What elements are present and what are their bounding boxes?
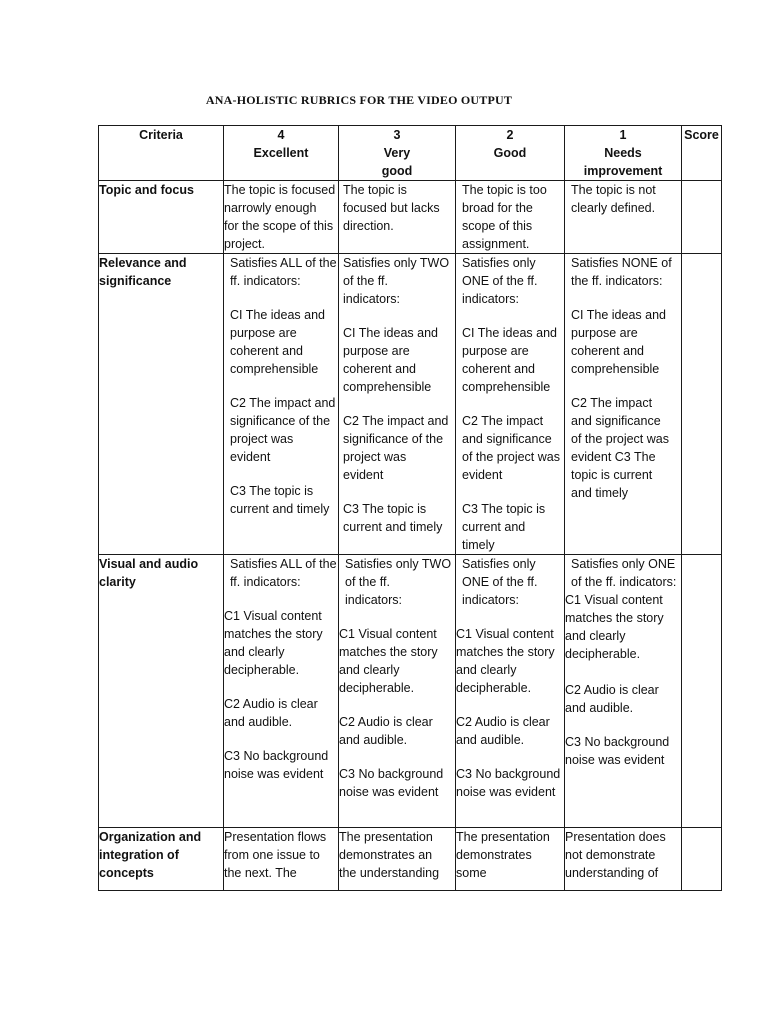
rating-cell-very-good: The topic is focused but lacks direction. (339, 181, 456, 254)
header-excellent: 4 Excellent (224, 126, 339, 181)
header-criteria: Criteria (99, 126, 224, 181)
score-cell (682, 181, 722, 254)
score-cell (682, 828, 722, 891)
table-row (99, 828, 722, 891)
rating-cell-needs-improvement: Satisfies NONE of the ff. indicators: CI The ideas and purpose are coherent and comprehensible C2 The impact and significance of the project was evident C3 The topic is current and timely (565, 254, 682, 555)
rating-cell-good: The topic is too broad for the scope of this assignment. (456, 181, 565, 254)
score-cell (682, 254, 722, 555)
header-row (99, 126, 722, 181)
rating-cell-very-good: Satisfies only TWO of the ff. indicators: CI The ideas and purpose are coherent and comprehensible C2 The impact and significance of the project was evident C3 The topic is current and timely (339, 254, 456, 555)
header-very-good: 3 Very good (339, 126, 456, 181)
criteria-cell: Relevance and significance (99, 254, 224, 555)
rating-cell-excellent: Presentation flows from one issue to the next. The (224, 828, 339, 891)
table-row (99, 254, 722, 555)
criteria-cell: Visual and audio clarity (99, 555, 224, 828)
rating-cell-good: Satisfies only ONE of the ff. indicators: CI The ideas and purpose are coherent and comprehensible C2 The impact and significance of the project was evident C3 The topic is current and timely (456, 254, 565, 555)
rating-cell-excellent: The topic is focused narrowly enough for the scope of this project. (224, 181, 339, 254)
rubric-table (98, 125, 722, 891)
rating-cell-good: The presentation demonstrates some (456, 828, 565, 891)
header-needs-improvement: 1 Needs improvement (565, 126, 682, 181)
score-cell (682, 555, 722, 828)
rating-cell-excellent: Satisfies ALL of the ff. indicators: CI The ideas and purpose are coherent and comprehensible C2 The impact and significance of the project was evident C3 The topic is current and timely (224, 254, 339, 555)
table-row (99, 181, 722, 254)
rating-cell-needs-improvement: Satisfies only ONE of the ff. indicators: C1 Visual content matches the story and clearly decipherable. C2 Audio is clear and audible. C3 No background noise was evident (565, 555, 682, 828)
rating-cell-needs-improvement: Presentation does not demonstrate understanding of (565, 828, 682, 891)
rating-cell-good: Satisfies only ONE of the ff. indicators: C1 Visual content matches the story and clearly decipherable. C2 Audio is clear and audible. C3 No background noise was evident (456, 555, 565, 828)
table-row (99, 555, 722, 828)
document-title: ANA-HOLISTIC RUBRICS FOR THE VIDEO OUTPUT (205, 93, 513, 107)
criteria-cell: Topic and focus (99, 181, 224, 254)
rating-cell-needs-improvement: The topic is not clearly defined. (565, 181, 682, 254)
criteria-cell: Organization and integration of concepts (99, 828, 224, 891)
header-good: 2 Good (456, 126, 565, 181)
rating-cell-excellent: Satisfies ALL of the ff. indicators: C1 Visual content matches the story and clearly decipherable. C2 Audio is clear and audible. C3 No background noise was evident (224, 555, 339, 828)
rating-cell-very-good: The presentation demonstrates an the understanding (339, 828, 456, 891)
header-score: Score (682, 126, 722, 181)
rating-cell-very-good: Satisfies only TWO of the ff. indicators: C1 Visual content matches the story and clearly decipherable. C2 Audio is clear and audible. C3 No background noise was evident (339, 555, 456, 828)
